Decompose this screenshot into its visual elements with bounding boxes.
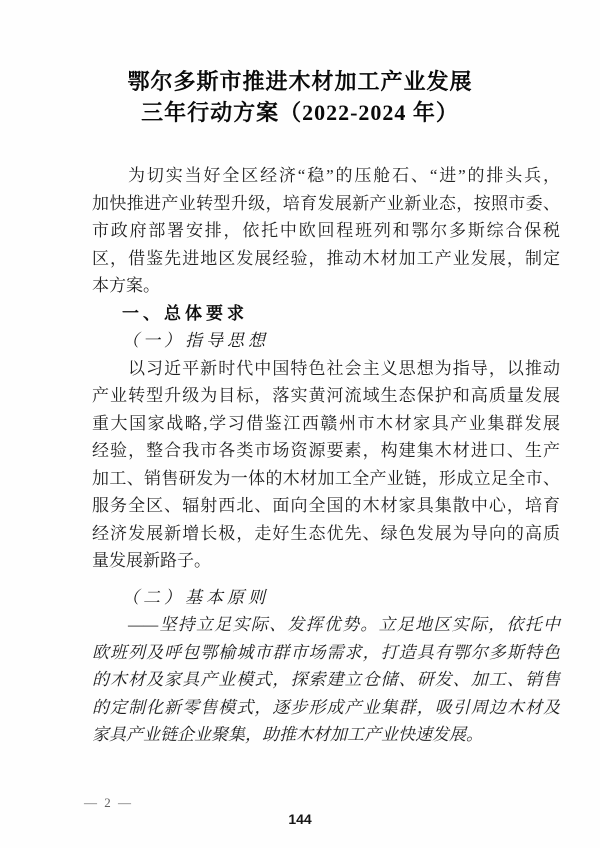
text-line: 服务全区、辐射西北、面向全国的木材家具集散中心，培育: [92, 496, 560, 515]
text-line: 量发展新路子。: [92, 551, 211, 570]
intro-paragraph: [92, 162, 560, 300]
page-number-label: — 2 —: [84, 795, 133, 810]
text-line: 的定制化新零售模式，逐步形成产业集群，吸引周边木材及: [92, 697, 560, 717]
text-line: 区，借鉴先进地区发展经验，推动木材加工产业发展，制定: [92, 248, 560, 268]
text-line: ——坚持立足实际、发挥优势。立足地区实际，依托中: [128, 615, 560, 634]
text-line: 加工、销售研发为一体的木材加工全产业链，形成立足全市、: [92, 468, 560, 488]
document-title: [0, 66, 600, 128]
text-line: 以习近平新时代中国特色社会主义思想为指导，以推动: [128, 358, 560, 378]
pdf-page-number: 144: [288, 811, 312, 827]
title-line-2: 三年行动方案（2022-2024 年）: [141, 100, 459, 125]
text-line: 为切实当好全区经济“稳”的压舱石、“进”的排头兵，: [128, 166, 560, 185]
text-line: 重大国家战略,学习借鉴江西赣州市木材家具产业集群发展: [92, 413, 560, 433]
subsection-heading-basic-principles: （二）基本原则: [122, 587, 269, 607]
text-line: 产业转型升级为目标，落实黄河流域生态保护和高质量发展: [92, 386, 560, 405]
text-line: 家具产业链企业聚集，助推木材加工产业快速发展。: [92, 725, 483, 744]
guiding-ideology-paragraph: [92, 355, 560, 575]
text-line: 的木材及家具产业模式，探索建立仓储、研发、加工、销售: [92, 670, 560, 689]
text-line: 本方案。: [92, 276, 160, 295]
basic-principles-paragraph: [92, 611, 560, 749]
section-heading-overall-requirements: 一、总体要求: [122, 303, 248, 323]
title-line-1: 鄂尔多斯市推进木材加工产业发展: [127, 69, 473, 94]
text-line: 欧班列及呼包鄂榆城市群市场需求，打造具有鄂尔多斯特色: [92, 642, 560, 662]
text-line: 加快推进产业转型升级，培育发展新产业新业态，按照市委、: [92, 193, 560, 213]
document-body: [92, 162, 560, 749]
subsection-heading-guiding-ideology: （一）指导思想: [122, 331, 269, 350]
text-line: 经济发展新增长极，走好生态优先、绿色发展为导向的高质: [92, 523, 560, 543]
text-line: 市政府部署安排，依托中欧回程班列和鄂尔多斯综合保税: [92, 221, 560, 240]
text-line: 经验，整合我市各类市场资源要素，构建集木材进口、生产: [92, 441, 560, 460]
